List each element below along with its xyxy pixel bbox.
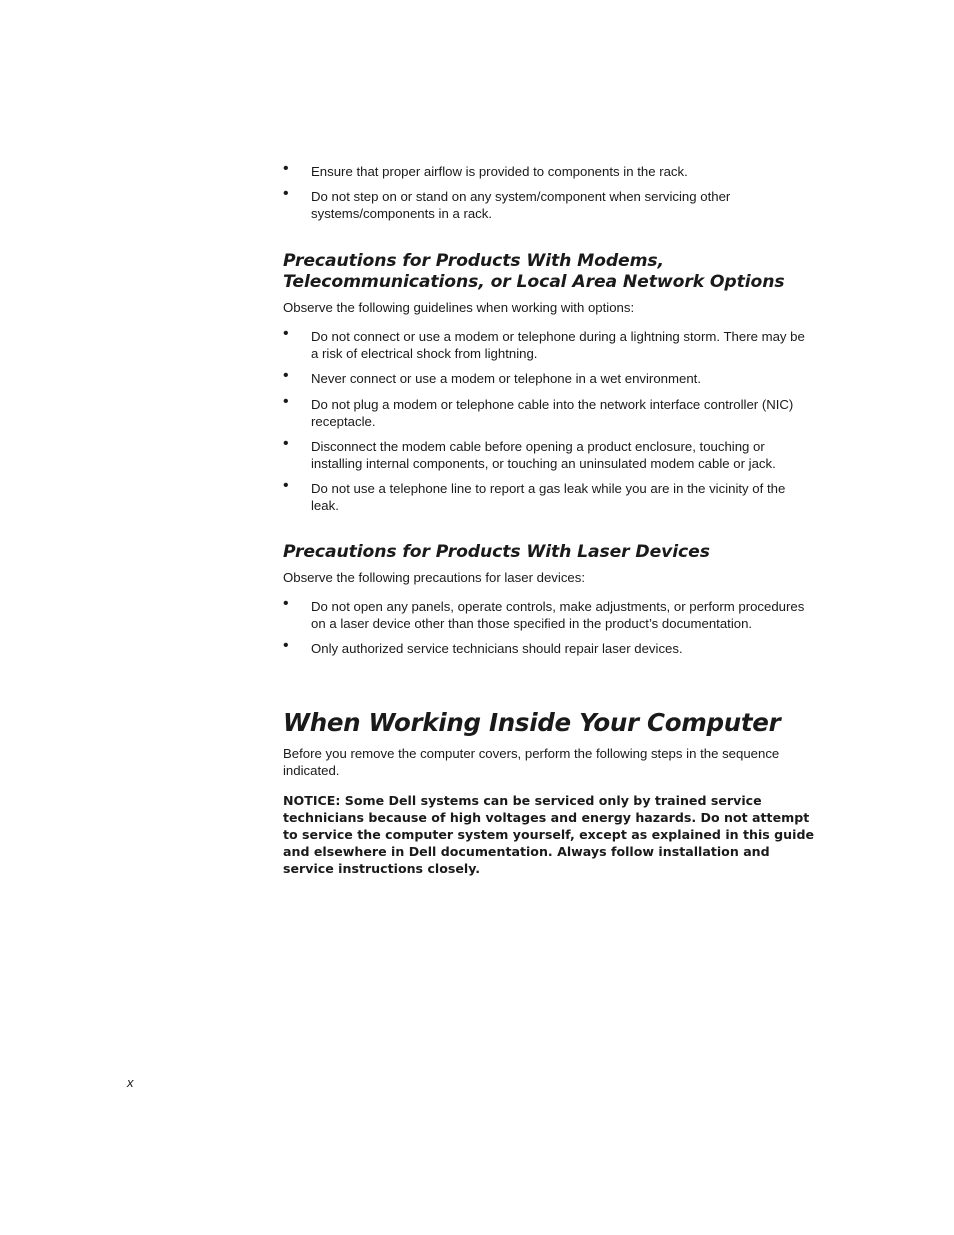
list-item (283, 185, 815, 222)
modems-section-intro-container (283, 299, 815, 316)
modems-precautions-list (283, 325, 815, 514)
bullet-icon: • (283, 435, 289, 452)
list-item-text: Do not use a telephone line to report a gas leak while you are in the vicinity of the leak. (311, 481, 786, 513)
bullet-icon: • (283, 637, 289, 654)
list-item (283, 325, 815, 362)
chapter-heading: When Working Inside Your Computer (283, 708, 781, 737)
list-item-text: Do not connect or use a modem or telephone during a lightning storm. There may be a risk of electrical shock from lightning. (311, 329, 805, 361)
rack-precautions-list-container (283, 160, 815, 222)
bullet-icon: • (283, 185, 289, 202)
list-item (283, 477, 815, 514)
section-intro: Observe the following precautions for laser devices: (283, 570, 585, 585)
list-item (283, 595, 815, 632)
list-item-text: Ensure that proper airflow is provided to components in the rack. (311, 164, 688, 179)
bullet-icon: • (283, 160, 289, 177)
page-number: x (127, 1075, 134, 1090)
section-intro: Before you remove the computer covers, perform the following steps in the sequence indicated. (283, 746, 780, 778)
list-item-text: Do not step on or stand on any system/component when servicing other systems/components in a rack. (311, 189, 731, 221)
list-item (283, 637, 815, 657)
list-item-text: Only authorized service technicians should repair laser devices. (311, 641, 683, 656)
notice-text: NOTICE: Some Dell systems can be serviced only by trained service technicians because of high voltages and energy hazards. Do not attempt to service the computer system yourself, except as explained in this guide and elsewhere in Dell documentation. Always follow installation and service instructions closely. (283, 793, 815, 876)
list-item-text: Disconnect the modem cable before opening a product enclosure, touching or installing internal components, or touching an uninsulated modem cable or jack. (311, 439, 776, 471)
laser-section-intro-container (283, 569, 815, 586)
working-inside-intro-container (283, 745, 815, 779)
bullet-icon: • (283, 393, 289, 410)
modems-precautions-list-container (283, 325, 815, 514)
bullet-icon: • (283, 367, 289, 384)
section-heading-line: Precautions for Products With Modems, (283, 251, 664, 271)
section-heading-line: Telecommunications, or Local Area Network Options (283, 272, 785, 292)
list-item (283, 160, 815, 180)
laser-precautions-list (283, 595, 815, 657)
laser-precautions-list-container (283, 595, 815, 657)
list-item-text: Do not open any panels, operate controls, make adjustments, or perform procedures on a laser device other than those specified in the product’s documentation. (311, 599, 805, 631)
bullet-icon: • (283, 595, 289, 612)
laser-section-heading-container (283, 542, 815, 563)
list-item (283, 367, 815, 387)
list-item (283, 393, 815, 430)
bullet-icon: • (283, 477, 289, 494)
section-intro: Observe the following guidelines when working with options: (283, 300, 635, 315)
section-heading: Precautions for Products With Laser Devices (283, 542, 710, 562)
rack-precautions-list (283, 160, 815, 222)
modems-section-heading (283, 251, 815, 293)
list-item-text: Never connect or use a modem or telephone in a wet environment. (311, 371, 701, 386)
notice-container (283, 792, 815, 877)
working-inside-heading-container (283, 708, 815, 738)
list-item-text: Do not plug a modem or telephone cable into the network interface controller (NIC) receptacle. (311, 397, 794, 429)
bullet-icon: • (283, 325, 289, 342)
list-item (283, 435, 815, 472)
